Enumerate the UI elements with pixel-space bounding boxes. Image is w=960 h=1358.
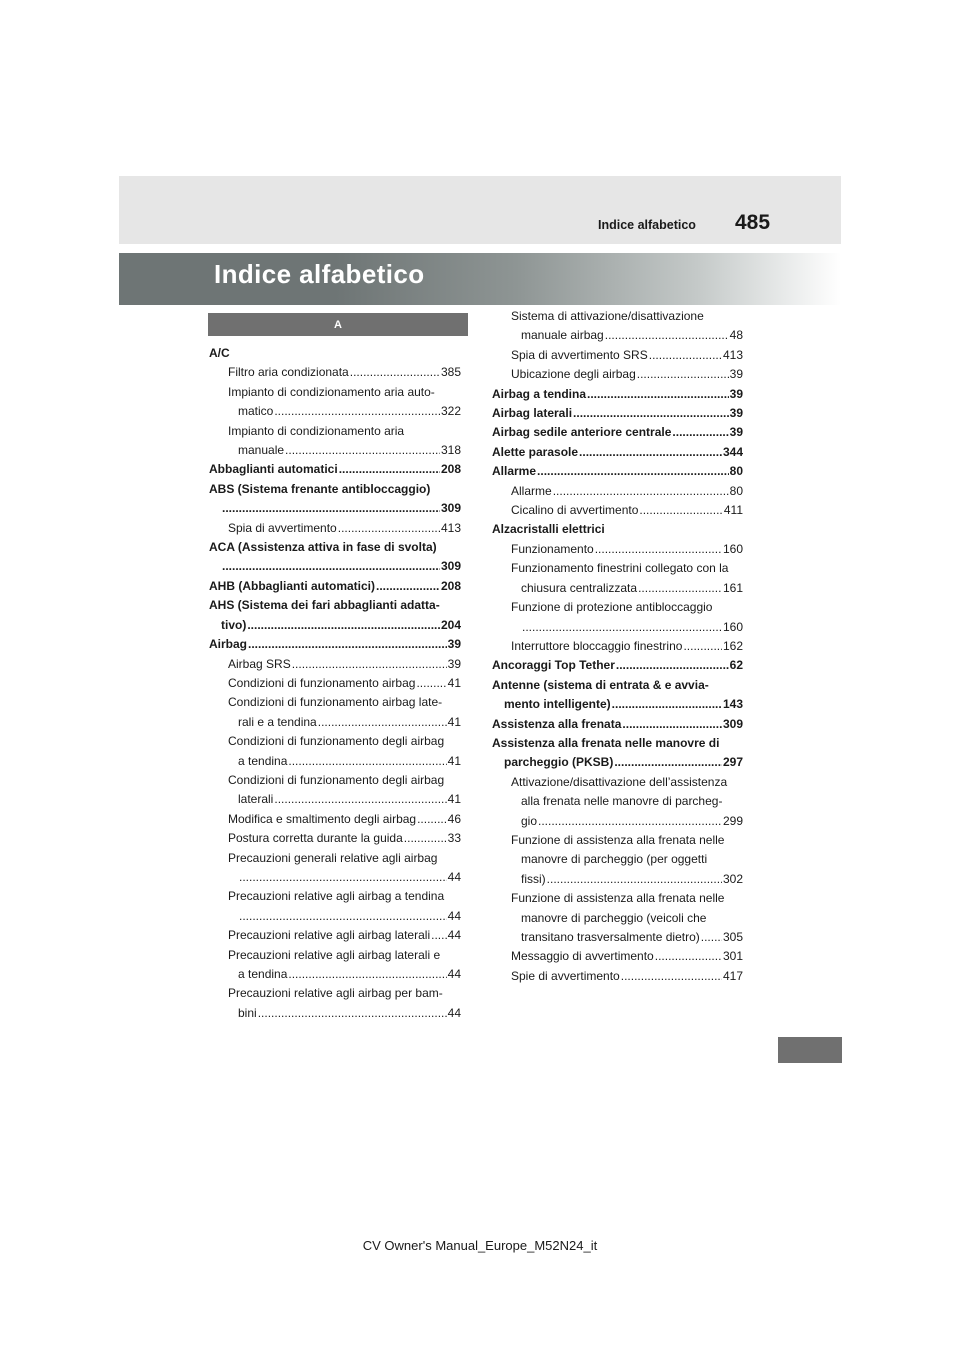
- dot-leader: [614, 753, 722, 772]
- index-entry-text: fissi): [521, 871, 546, 886]
- index-entry: [209, 499, 461, 518]
- index-entry-text: Funzione di assistenza alla frenata nelle: [511, 832, 725, 847]
- index-entry-text: bini: [238, 1005, 257, 1020]
- index-entry-page: 44: [447, 869, 461, 884]
- index-entry: [209, 480, 461, 499]
- index-entry: [209, 752, 461, 771]
- index-entry-text: Spia di avvertimento SRS: [511, 347, 648, 362]
- index-entry-page: 62: [729, 658, 743, 673]
- index-entry-page: 41: [447, 714, 461, 729]
- index-entry-page: 39: [447, 656, 461, 671]
- dot-leader: [649, 346, 722, 365]
- dot-leader: [672, 423, 728, 442]
- dot-leader: [258, 1004, 447, 1023]
- index-entry-page: 413: [440, 520, 461, 535]
- dot-leader: [537, 462, 729, 481]
- dot-leader: [622, 715, 722, 734]
- index-entry-text: Impianto di condizionamento aria auto-: [228, 384, 435, 399]
- index-entry-text: a tendina: [238, 967, 288, 981]
- dot-leader: [404, 829, 447, 848]
- index-entry: [492, 676, 743, 695]
- index-entry-text: manuale: [238, 443, 285, 458]
- index-entry-text: Messaggio di avvertimento: [511, 949, 654, 964]
- index-entry: [492, 579, 743, 598]
- index-entry-page: 46: [447, 811, 461, 826]
- thumb-index-tab: [778, 1037, 842, 1063]
- index-entry-page: 309: [722, 716, 743, 731]
- index-entry-page: 44: [447, 1005, 461, 1020]
- index-entry-text: matico: [238, 404, 274, 419]
- index-entry: [492, 753, 743, 772]
- index-entry-page: 208: [440, 578, 461, 593]
- index-entry-page: 301: [722, 949, 743, 964]
- index-entry-text: Cicalino di avvertimento: [511, 503, 639, 518]
- index-entry: [209, 577, 461, 596]
- index-entry: [209, 363, 461, 382]
- index-entry: [492, 812, 743, 831]
- index-entry-page: 39: [729, 367, 743, 382]
- index-entry: [209, 655, 461, 674]
- index-entry: [209, 1004, 461, 1023]
- dot-leader: [239, 868, 447, 887]
- index-entry-text: AHB (Abbaglianti automatici): [209, 578, 376, 593]
- index-entry-text: Antenne (sistema di entrata & e avvia-: [492, 677, 709, 692]
- index-entry-text: Airbag sedile anteriore centrale: [492, 425, 672, 440]
- index-entry: [209, 926, 461, 945]
- index-entry: [209, 984, 461, 1003]
- dot-leader: [595, 540, 722, 559]
- index-entry: [209, 344, 461, 363]
- index-entry-text: Precauzioni relative agli airbag laterali e: [228, 947, 441, 962]
- index-entry-page: 302: [722, 871, 743, 886]
- index-entry: [209, 868, 461, 887]
- index-entry: [492, 618, 743, 637]
- letter-heading: A: [208, 313, 468, 336]
- dot-leader: [655, 947, 722, 966]
- index-entry-text: rali e a tendina: [238, 714, 317, 729]
- dot-leader: [579, 443, 722, 462]
- index-entry: [209, 965, 461, 984]
- index-entry-text: Funzionamento finestrini collegato con la: [511, 561, 729, 576]
- index-entry-text: ACA (Assistenza attiva in fase di svolta): [209, 540, 437, 555]
- dot-leader: [288, 752, 446, 771]
- index-entry-page: 318: [440, 443, 461, 458]
- index-entry-page: 385: [440, 365, 461, 380]
- dot-leader: [416, 674, 446, 693]
- index-entry-page: 41: [447, 792, 461, 807]
- index-entry: [209, 713, 461, 732]
- index-entry: [209, 732, 461, 751]
- index-entry-text: Filtro aria condizionata: [228, 365, 349, 380]
- index-entry-text: laterali: [238, 792, 274, 807]
- dot-leader: [612, 695, 722, 714]
- index-entry: [492, 443, 743, 462]
- dot-leader: [350, 363, 440, 382]
- index-entry-text: Impianto di condizionamento aria: [228, 423, 405, 438]
- dot-leader: [638, 579, 722, 598]
- index-entry-text: chiusura centralizzata: [521, 580, 638, 595]
- index-column-right: [492, 307, 743, 986]
- index-entry-page: 161: [722, 580, 743, 595]
- index-entry: [492, 870, 743, 889]
- dot-leader: [538, 812, 722, 831]
- index-entry-text: Funzionamento: [511, 541, 594, 556]
- index-entry-text: Precauzioni generali relative agli airbag: [228, 850, 438, 865]
- index-entry: [209, 946, 461, 965]
- index-entry-page: 39: [729, 425, 743, 440]
- index-entry-page: 305: [722, 930, 743, 944]
- dot-leader: [288, 965, 446, 984]
- index-entry: [492, 637, 743, 656]
- index-entry-text: Postura corretta durante la guida: [228, 831, 403, 846]
- index-entry-text: AHS (Sistema dei fari abbaglianti adatta-: [209, 598, 440, 613]
- dot-leader: [239, 907, 447, 926]
- index-entry: [492, 792, 743, 811]
- index-entry: [492, 462, 743, 481]
- index-entry: [209, 519, 461, 538]
- page-title: Indice alfabetico: [214, 259, 425, 289]
- dot-leader: [376, 577, 440, 596]
- index-entry-text: Spia di avvertimento: [228, 520, 337, 535]
- index-entry-page: 208: [440, 462, 461, 477]
- index-entry-text: Airbag a tendina: [492, 386, 587, 401]
- index-entry-text: Allarme: [511, 483, 552, 498]
- index-entry: [209, 849, 461, 868]
- index-entry-page: 204: [440, 617, 461, 632]
- dot-leader: [248, 635, 447, 654]
- page-number: 485: [735, 211, 771, 234]
- index-entry-text: a tendina: [238, 753, 288, 768]
- index-entry: [209, 383, 461, 402]
- index-entry: [492, 831, 743, 850]
- index-entry-text: Precauzioni relative agli airbag a tendina: [228, 889, 445, 904]
- index-entry-text: Airbag SRS: [228, 656, 291, 671]
- dot-leader: [639, 501, 722, 520]
- dot-leader: [292, 655, 447, 674]
- index-entry: [492, 850, 743, 869]
- index-entry-page: 309: [440, 559, 461, 574]
- index-entry-text: Allarme: [492, 464, 537, 479]
- index-entry-text: Spie di avvertimento: [511, 968, 620, 983]
- index-entry: [492, 928, 743, 947]
- index-entry-text: Funzione di protezione antibloccaggio: [511, 600, 713, 615]
- index-entry: [492, 695, 743, 714]
- index-entry-text: gio: [521, 813, 538, 828]
- index-entry-text: Abbaglianti automatici: [209, 462, 338, 477]
- index-entry-text: Precauzioni relative agli airbag laterali: [228, 928, 431, 943]
- index-entry-text: Sistema di attivazione/disattivazione: [511, 309, 704, 323]
- index-entry: [492, 423, 743, 442]
- index-entry-text: Assistenza alla frenata: [492, 716, 622, 731]
- index-entry: [209, 402, 461, 421]
- index-entry-text: alla frenata nelle manovre di parcheg-: [521, 794, 723, 809]
- dot-leader: [222, 557, 440, 576]
- index-entry-text: Interruttore bloccaggio finestrino: [511, 638, 683, 653]
- index-entry-page: 39: [447, 637, 461, 652]
- index-entry-page: 297: [722, 755, 743, 770]
- index-entry: [492, 598, 743, 617]
- index-entry: [492, 715, 743, 734]
- index-entry-text: Alette parasole: [492, 444, 579, 459]
- dot-leader: [616, 656, 729, 675]
- index-entry-page: 39: [729, 406, 743, 421]
- index-entry: [492, 482, 743, 501]
- index-entry-text: transitano trasversalmente dietro): [521, 930, 700, 944]
- index-entry: [492, 365, 743, 384]
- index-entry-page: 44: [447, 908, 461, 923]
- index-entry-text: manovre di parcheggio (veicoli che: [521, 910, 707, 925]
- index-entry: [492, 385, 743, 404]
- footer-manual-id: CV Owner's Manual_Europe_M52N24_it: [362, 1238, 598, 1253]
- index-entry-text: Funzione di assistenza alla frenata nelle: [511, 891, 725, 906]
- index-entry: [492, 967, 743, 986]
- index-entry-page: 41: [447, 675, 461, 690]
- dot-leader: [318, 713, 447, 732]
- index-entry: [209, 907, 461, 926]
- index-entry: [209, 635, 461, 654]
- index-entry-text: Airbag laterali: [492, 406, 573, 421]
- index-entry: [492, 656, 743, 675]
- index-entry: [209, 460, 461, 479]
- index-entry-text: manuale airbag: [521, 328, 604, 343]
- header-band: [119, 176, 841, 244]
- index-entry-page: 41: [447, 753, 461, 768]
- dot-leader: [522, 618, 722, 637]
- index-entry: [209, 887, 461, 906]
- dot-leader: [274, 790, 446, 809]
- index-entry-text: Condizioni di funzionamento degli airbag: [228, 772, 445, 787]
- dot-leader: [338, 519, 440, 538]
- index-entry-page: 160: [722, 541, 743, 556]
- index-entry-page: 44: [447, 967, 461, 981]
- index-entry-page: 299: [722, 813, 743, 828]
- dot-leader: [683, 637, 722, 656]
- index-entry-page: 411: [723, 503, 743, 518]
- dot-leader: [701, 928, 722, 947]
- index-entry-page: 48: [729, 328, 743, 343]
- index-entry: [492, 346, 743, 365]
- index-entry-page: 417: [722, 968, 743, 983]
- index-entry: [492, 889, 743, 908]
- dot-leader: [247, 616, 440, 635]
- index-entry-page: 162: [722, 638, 743, 653]
- index-entry-text: Condizioni di funzionamento airbag: [228, 675, 416, 690]
- index-entry: [492, 947, 743, 966]
- dot-leader: [637, 365, 729, 384]
- index-entry: [209, 538, 461, 557]
- index-entry-text: mento intelligente): [504, 697, 611, 712]
- index-entry: [209, 771, 461, 790]
- index-entry: [209, 693, 461, 712]
- index-entry: [209, 557, 461, 576]
- index-entry-page: 344: [722, 444, 743, 459]
- dot-leader: [431, 926, 447, 945]
- index-entry: [492, 307, 743, 326]
- dot-leader: [605, 326, 729, 345]
- index-entry: [492, 520, 743, 539]
- dot-leader: [417, 810, 447, 829]
- index-entry-text: Ubicazione degli airbag: [511, 367, 636, 382]
- index-column-left: [209, 344, 461, 1023]
- index-entry-text: Alzacristalli elettrici: [492, 522, 605, 537]
- index-entry-text: Condizioni di funzionamento airbag late-: [228, 695, 443, 710]
- index-entry: [209, 674, 461, 693]
- dot-leader: [274, 402, 440, 421]
- index-entry: [209, 616, 461, 635]
- index-entry: [209, 422, 461, 441]
- dot-leader: [553, 482, 729, 501]
- index-entry: [209, 829, 461, 848]
- index-entry-page: 33: [447, 831, 461, 846]
- index-entry: [492, 734, 743, 753]
- index-entry-page: 80: [729, 464, 743, 479]
- running-header-title: Indice alfabetico: [598, 218, 696, 232]
- index-entry: [492, 773, 743, 792]
- index-entry: [209, 596, 461, 615]
- index-entry-text: Precauzioni relative agli airbag per bam-: [228, 986, 443, 1001]
- index-entry-page: 309: [440, 501, 461, 516]
- index-entry: [492, 404, 743, 423]
- index-entry: [492, 326, 743, 345]
- index-entry: [209, 790, 461, 809]
- index-entry: [209, 810, 461, 829]
- index-entry-page: 44: [447, 928, 461, 943]
- dot-leader: [547, 870, 722, 889]
- index-entry-text: Airbag: [209, 637, 248, 652]
- index-entry: [492, 501, 743, 520]
- index-entry-page: 39: [729, 386, 743, 401]
- dot-leader: [285, 441, 440, 460]
- index-entry-text: Modifica e smaltimento degli airbag: [228, 811, 417, 826]
- dot-leader: [573, 404, 729, 423]
- index-entry: [492, 559, 743, 578]
- index-entry: [492, 540, 743, 559]
- index-entry-text: Assistenza alla frenata nelle manovre di: [492, 735, 720, 750]
- index-entry-text: Ancoraggi Top Tether: [492, 658, 615, 673]
- dot-leader: [621, 967, 722, 986]
- index-entry-page: 80: [729, 483, 743, 498]
- index-entry-text: manovre di parcheggio (per oggetti: [521, 852, 708, 867]
- index-entry: [209, 441, 461, 460]
- index-entry-text: A/C: [209, 346, 230, 360]
- index-entry-page: 160: [722, 619, 743, 634]
- index-entry-text: Attivazione/disattivazione dell’assistenza: [511, 774, 728, 789]
- index-entry-text: tivo): [221, 617, 247, 632]
- dot-leader: [339, 460, 440, 479]
- dot-leader: [587, 385, 729, 404]
- index-entry-text: ABS (Sistema frenante antibloccaggio): [209, 481, 431, 496]
- dot-leader: [222, 499, 440, 518]
- index-entry-text: Condizioni di funzionamento degli airbag: [228, 734, 445, 749]
- index-entry: [492, 909, 743, 928]
- index-entry-text: parcheggio (PKSB): [504, 755, 614, 770]
- index-entry-page: 413: [722, 347, 743, 362]
- index-entry-page: 322: [440, 404, 461, 419]
- index-entry-page: 143: [722, 697, 743, 712]
